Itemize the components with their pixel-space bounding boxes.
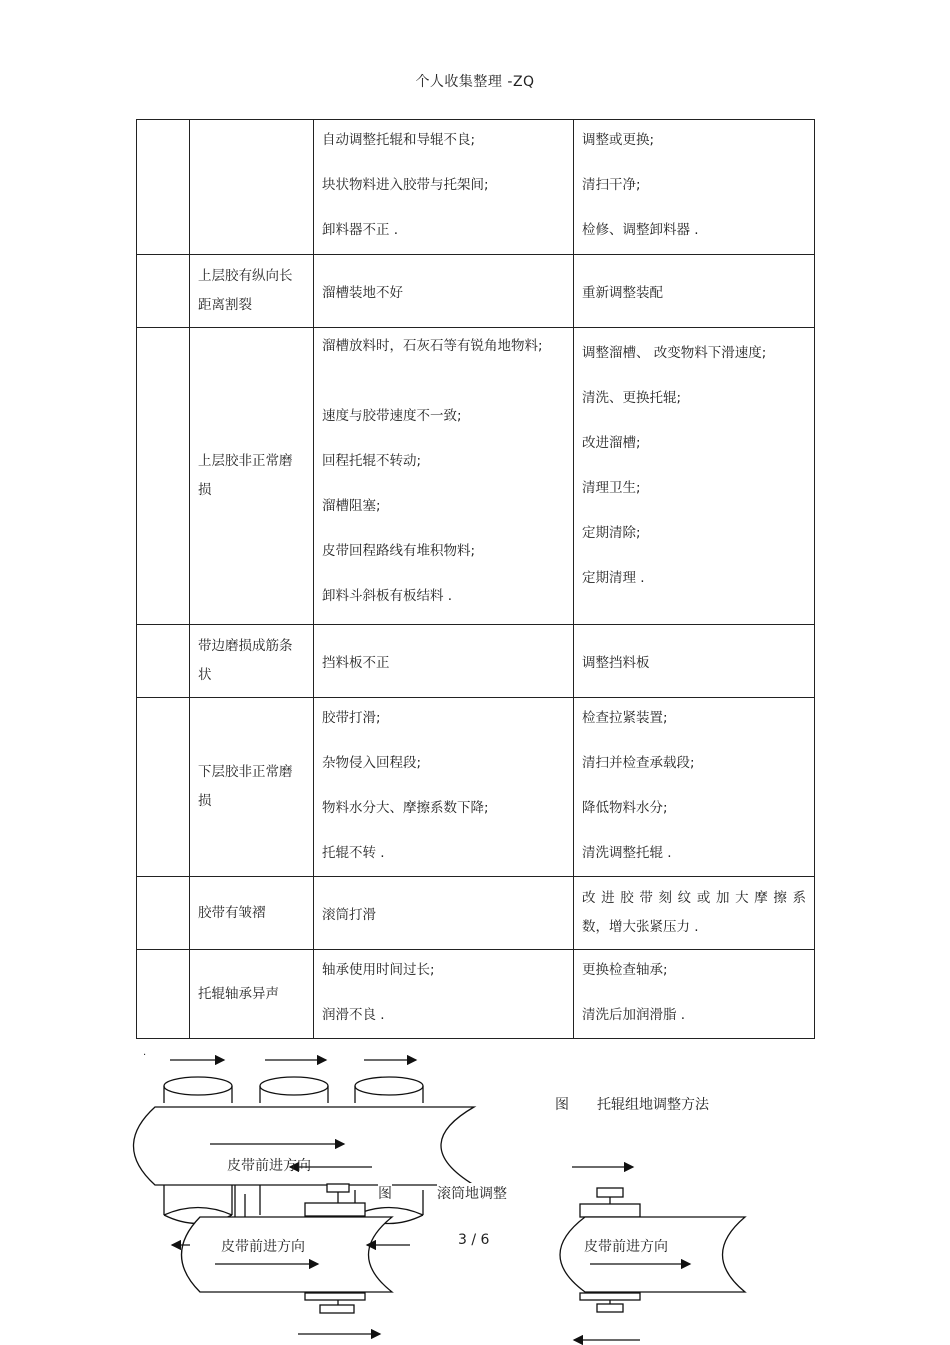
fault-cell: 上层胶非正常磨损 (190, 328, 314, 625)
cause-line: 卸料斗斜板有板结料 . (322, 588, 453, 604)
figure-dot: . (143, 1047, 147, 1058)
cause-line: 自动调整托辊和导辊不良; (322, 132, 476, 148)
cause-line: 速度与胶带速度不一致; (322, 408, 462, 424)
belt-direction-label: 皮带前进方向 (227, 1158, 311, 1174)
remedy-line: 降低物料水分; (582, 799, 668, 816)
remedy-line: 清扫并检查承载段; (582, 754, 695, 771)
roller-top-icon (164, 1077, 232, 1095)
cause-line: 物料水分大、摩擦系数下降; (322, 799, 489, 816)
remedy-line: 清洗后加润滑脂 . (582, 1006, 686, 1023)
bearing-icon (305, 1293, 365, 1300)
cause-cell: 滚筒打滑 (314, 877, 574, 950)
caption-idler: 托辊组地调整方法 (597, 1097, 709, 1113)
page-number: 3 / 6 (458, 1232, 490, 1248)
cause-line: 块状物料进入胶带与托架间; (322, 177, 489, 193)
page-header: 个人收集整理 -ZQ (415, 74, 535, 90)
pulley-label-left: 皮带前进方向 (221, 1239, 305, 1255)
fault-cell: 胶带有皱褶 (190, 877, 314, 950)
fault-cell: 下层胶非正常磨损 (190, 698, 314, 877)
fault-cell: 带边磨损成筋条状 (190, 625, 314, 698)
remedy-line: 调整溜槽、 改变物料下滑速度; (582, 345, 767, 361)
cause-line: 回程托辊不转动; (322, 453, 422, 469)
remedy-line: 清洗调整托辊 . (582, 844, 672, 861)
remedy-line: 清洗、更换托辊; (582, 390, 682, 406)
remedy-line: 数，增大张紧压力 . (582, 919, 699, 935)
remedy-line: 改进胶带刻纹或加大摩擦系 (582, 890, 806, 906)
cause-line: 溜槽放料时，石灰石等有锐角地物料; (322, 338, 543, 354)
bearing-icon (305, 1203, 365, 1216)
remedy-line: 改进溜槽; (582, 435, 641, 451)
remedy-line: 调整或更换; (582, 132, 655, 148)
fault-cell: 上层胶有纵向长距离割裂 (190, 255, 314, 328)
cause-line: 卸料器不正 . (322, 222, 399, 238)
cause-line: 杂物侵入回程段; (322, 754, 422, 771)
cause-line: 轴承使用时间过长; (322, 961, 435, 978)
remedy-line: 检修、调整卸料器 . (582, 222, 699, 238)
cause-cell: 挡料板不正 (314, 625, 574, 698)
caption-drum-prefix: 图 (378, 1183, 392, 1203)
cause-line: 润滑不良 . (322, 1006, 385, 1023)
roller-top-icon (355, 1077, 423, 1095)
cause-cell: 溜槽装地不好 (314, 255, 574, 328)
remedy-line: 检查拉紧装置; (582, 709, 668, 726)
cause-line: 溜槽阻塞; (322, 498, 381, 514)
remedy-line: 定期清除; (582, 525, 641, 541)
remedy-line: 定期清理 . (582, 570, 645, 586)
pulley-label-right: 皮带前进方向 (584, 1239, 668, 1255)
remedy-line: 清扫干净; (582, 177, 641, 193)
roller-top-icon (260, 1077, 328, 1095)
remedy-line: 更换检查轴承; (582, 961, 668, 978)
bearing-icon (580, 1293, 640, 1300)
remedy-cell: 调整挡料板 (574, 625, 815, 698)
idler-group-figure (134, 1060, 475, 1224)
cause-line: 胶带打滑; (322, 709, 381, 726)
caption-idler-prefix: 图 (555, 1097, 569, 1113)
fault-cell: 托辊轴承异声 (190, 950, 314, 1039)
bearing-icon (580, 1204, 640, 1217)
remedy-line: 清理卫生; (582, 480, 641, 496)
cause-line: 托辊不转 . (322, 844, 385, 861)
remedy-cell: 重新调整装配 (574, 255, 815, 328)
caption-drum: 滚筒地调整 (437, 1183, 507, 1203)
cause-line: 皮带回程路线有堆积物料; (322, 543, 476, 559)
